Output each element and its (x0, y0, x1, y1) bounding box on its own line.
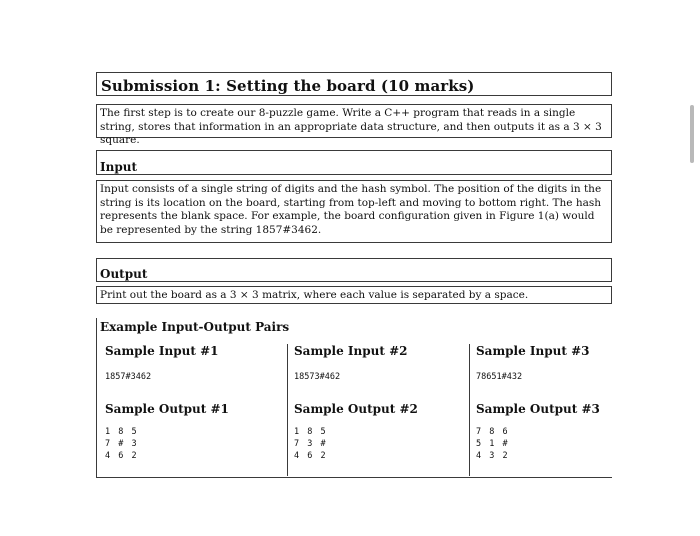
intro-paragraph: The first step is to create our 8-puzzle game. Write a C++ program that reads in a single string, stores that information in an appropriate data structure, and then outputs it as a 3 × 3 square. (96, 104, 612, 138)
matrix-row: 4 3 2 (476, 451, 510, 461)
input-heading: Input (100, 160, 137, 174)
input-paragraph: Input consists of a single string of digits and the hash symbol. The position of the digits in the string is its location on the board, starting from top-left and moving to bottom right. The hash represents the blank space. For example, the board configuration given in Figure 1(a) would be represented by the string 1857#3462. (96, 180, 612, 243)
sample-column-3 (469, 344, 650, 476)
sample-input-label: Sample Input #1 (105, 344, 219, 358)
output-heading: Output (100, 267, 148, 281)
output-paragraph: Print out the board as a 3 × 3 matrix, where each value is separated by a space. (96, 286, 612, 304)
sample-input-value: 1857#3462 (105, 372, 152, 382)
sample-output-matrix (105, 426, 285, 462)
matrix-row: 1 8 5 (294, 427, 328, 437)
matrix-row: 4 6 2 (105, 451, 139, 461)
section-title: Submission 1: Setting the board (10 marks) (101, 77, 475, 95)
sample-output-matrix (294, 426, 468, 462)
matrix-row: 7 3 # (294, 439, 328, 449)
matrix-row: 4 6 2 (294, 451, 328, 461)
matrix-row: 1 8 5 (105, 427, 139, 437)
sample-input-value: 18573#462 (294, 372, 341, 382)
sample-input-label: Sample Input #3 (476, 344, 590, 358)
example-pairs-heading: Example Input-Output Pairs (100, 320, 290, 334)
section-title-box (96, 72, 612, 96)
input-heading-box (96, 150, 612, 175)
sample-output-label: Sample Output #3 (476, 402, 600, 416)
sample-column-1 (105, 344, 285, 462)
sample-input-value: 78651#432 (476, 372, 523, 382)
matrix-row: 7 # 3 (105, 439, 139, 449)
sample-input-label: Sample Input #2 (294, 344, 408, 358)
matrix-row: 7 8 6 (476, 427, 510, 437)
sample-output-label: Sample Output #1 (105, 402, 229, 416)
matrix-row: 5 1 # (476, 439, 510, 449)
example-pairs-section (96, 318, 612, 478)
vertical-scrollbar[interactable] (690, 105, 694, 163)
sample-output-label: Sample Output #2 (294, 402, 418, 416)
output-heading-box (96, 258, 612, 282)
sample-output-matrix (476, 426, 650, 462)
sample-column-2 (287, 344, 468, 476)
